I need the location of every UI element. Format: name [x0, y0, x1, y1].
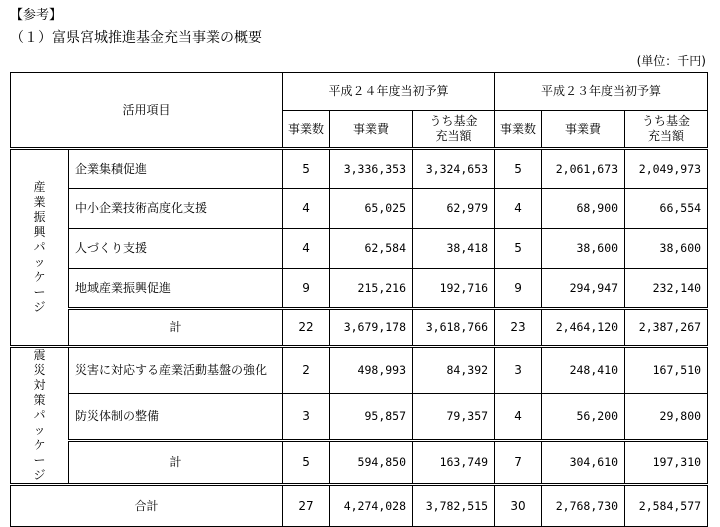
header-count-23: 事業数	[495, 111, 542, 149]
header-fund-23: うち基金 充当額	[625, 111, 708, 149]
category-disaster: 震 災 対 策 パ ッ ケ ー ジ	[11, 347, 69, 485]
fund-summary-table	[10, 72, 708, 527]
reference-label: 【参考】	[10, 8, 63, 23]
category-industry: 産 業 振 興 パ ッ ケ ー ジ	[11, 149, 69, 347]
table-row: 産 業 振 興 パ ッ ケ ー ジ 企業集積促進 5 3,336,353 3,324,653 5 2,061,673 2,049,973	[11, 149, 708, 189]
header-fy24: 平成２４年度当初予算	[283, 73, 495, 111]
header-count-24: 事業数	[283, 111, 330, 149]
header-fund-24: うち基金 充当額	[413, 111, 495, 149]
table-row: 防災体制の整備 3 95,857 79,357 4 56,200 29,800	[11, 393, 708, 440]
page-title: （１）富県宮城推進基金充当事業の概要	[10, 30, 262, 46]
table-row: 中小企業技術高度化支援 4 65,025 62,979 4 68,900 66,554	[11, 189, 708, 229]
unit-label: (単位：千円)	[636, 54, 706, 68]
total-row: 合計 27 4,274,028 3,782,515 30 2,768,730 2,584,577	[11, 485, 708, 527]
table-row: 人づくり支援 4 62,584 38,418 5 38,600 38,600	[11, 229, 708, 269]
subtotal-row: 計 5 594,850 163,749 7 304,610 197,310	[11, 440, 708, 484]
header-fy23: 平成２３年度当初予算	[495, 73, 708, 111]
header-cost-23: 事業費	[542, 111, 625, 149]
header-item: 活用項目	[11, 73, 283, 149]
table-row: 震 災 対 策 パ ッ ケ ー ジ 災害に対応する産業活動基盤の強化 2 498,993 84,392 3 248,410 167,510	[11, 347, 708, 394]
subtotal-row: 計 22 3,679,178 3,618,766 23 2,464,120 2,387,267	[11, 309, 708, 347]
table-row: 地域産業振興促進 9 215,216 192,716 9 294,947 232,140	[11, 269, 708, 309]
header-cost-24: 事業費	[330, 111, 413, 149]
